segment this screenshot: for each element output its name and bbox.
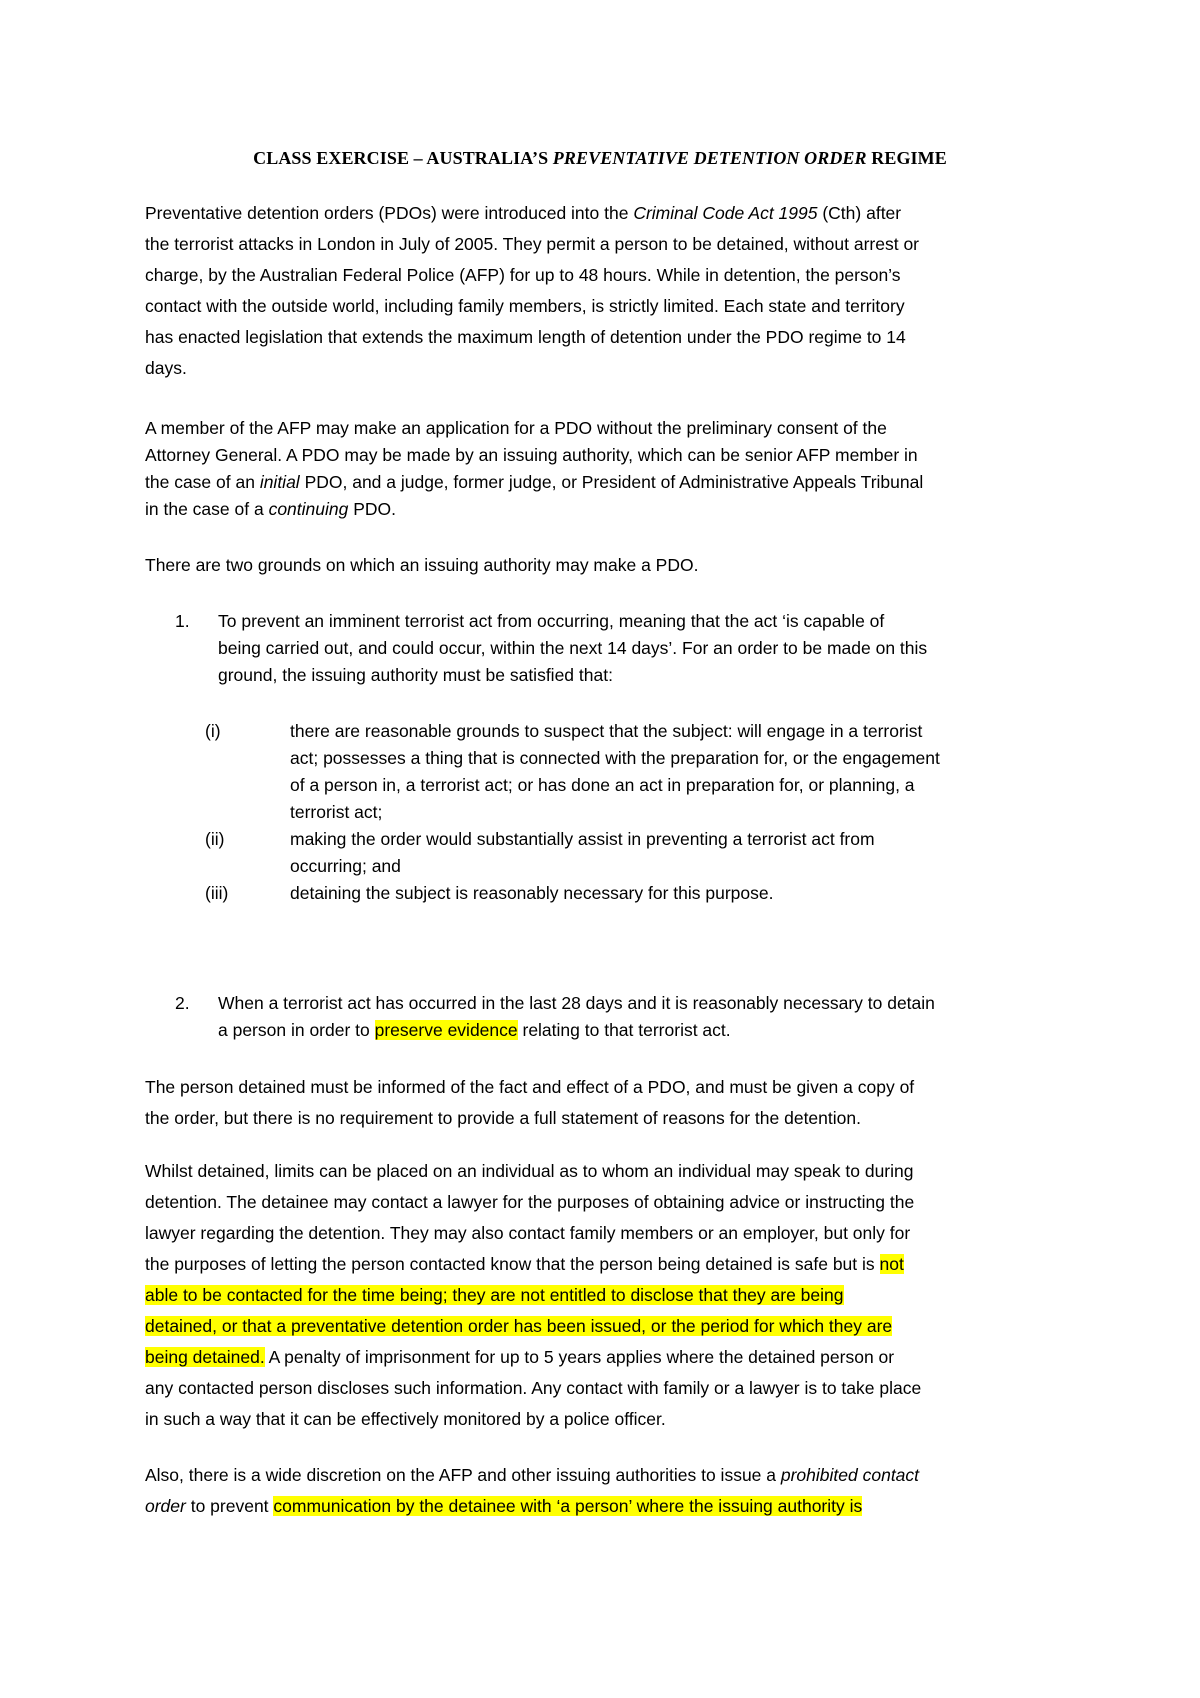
text-run-italic: continuing (268, 499, 349, 519)
highlighted-text: communication by the detainee with ‘a person’ where the issuing authority is (273, 1496, 863, 1516)
title-part-2: PREVENTATIVE DETENTION ORDER (552, 148, 867, 168)
paragraph-line: any contacted person discloses such information. Any contact with family or a lawyer is to take place (145, 1378, 922, 1398)
paragraph-line (145, 1347, 894, 1368)
highlighted-text: not (879, 1254, 904, 1274)
paragraph-line: charge, by the Australian Federal Police (AFP) for up to 48 hours. While in detention, the person’s (145, 265, 901, 285)
paragraph-line: the terrorist attacks in London in July of 2005. They permit a person to be detained, without arrest or (145, 234, 919, 254)
paragraph-line: Attorney General. A PDO may be made by an issuing authority, which can be senior AFP member in (145, 445, 918, 465)
paragraph-line (145, 1285, 844, 1306)
paragraph-line: Whilst detained, limits can be placed on an individual as to whom an individual may speak to during (145, 1161, 914, 1181)
paragraph-line: detention. The detainee may contact a lawyer for the purposes of obtaining advice or instructing the (145, 1192, 915, 1212)
highlighted-text: able to be contacted for the time being; they are not entitled to disclose that they are being (145, 1285, 844, 1305)
paragraph-line: When a terrorist act has occurred in the last 28 days and it is reasonably necessary to detain (218, 993, 935, 1013)
sub-list-label: (ii) (205, 829, 225, 849)
paragraph-line: act; possesses a thing that is connected with the preparation for, or the engagement (290, 748, 940, 768)
paragraph-line (145, 472, 923, 493)
document-title (145, 148, 1055, 169)
paragraph-line (145, 203, 901, 224)
paragraph-line: detaining the subject is reasonably necessary for this purpose. (290, 883, 774, 903)
list-number: 1. (175, 611, 190, 631)
paragraph-line (145, 1496, 862, 1517)
text-run: (Cth) after (817, 203, 902, 223)
paragraph-line (145, 1465, 919, 1486)
paragraph-line: there are reasonable grounds to suspect that the subject: will engage in a terrorist (290, 721, 923, 741)
highlighted-text: preserve evidence (374, 1020, 518, 1040)
text-run: Also, there is a wide discretion on the AFP and other issuing authorities to issue a (145, 1465, 781, 1485)
highlighted-text: being detained. (145, 1347, 265, 1367)
text-run: the purposes of letting the person contacted know that the person being detained is safe but is (145, 1254, 880, 1274)
paragraph-line: A member of the AFP may make an application for a PDO without the preliminary consent of the (145, 418, 887, 438)
paragraph-line: occurring; and (290, 856, 401, 876)
highlighted-text: detained, or that a preventative detention order has been issued, or the period for which they are (145, 1316, 893, 1336)
text-run: a person in order to (218, 1020, 375, 1040)
paragraph-line (218, 1020, 731, 1041)
text-run: the case of an (145, 472, 260, 492)
text-run: relating to that terrorist act. (517, 1020, 731, 1040)
paragraph-line: of a person in, a terrorist act; or has done an act in preparation for, or planning, a (290, 775, 915, 795)
text-run: to prevent (185, 1496, 274, 1516)
text-run: PDO, and a judge, former judge, or President of Administrative Appeals Tribunal (299, 472, 924, 492)
paragraph-line (145, 1316, 892, 1337)
paragraph-line: in such a way that it can be effectively monitored by a police officer. (145, 1409, 666, 1429)
paragraph-line: making the order would substantially assist in preventing a terrorist act from (290, 829, 875, 849)
text-run: in the case of a (145, 499, 269, 519)
paragraph-line: There are two grounds on which an issuing authority may make a PDO. (145, 555, 699, 575)
paragraph-line: lawyer regarding the detention. They may also contact family members or an employer, but only for (145, 1223, 911, 1243)
text-run-italic: Criminal Code Act 1995 (633, 203, 818, 223)
paragraph-line: terrorist act; (290, 802, 383, 822)
paragraph-line (145, 1254, 904, 1275)
text-run: Preventative detention orders (PDOs) were introduced into the (145, 203, 634, 223)
paragraph-line: To prevent an imminent terrorist act from occurring, meaning that the act ‘is capable of (218, 611, 885, 631)
paragraph-line: being carried out, and could occur, within the next 14 days’. For an order to be made on this (218, 638, 928, 658)
sub-list-label: (iii) (205, 883, 229, 903)
title-part-3: REGIME (866, 148, 947, 168)
list-number: 2. (175, 993, 190, 1013)
text-run-italic: prohibited contact (780, 1465, 920, 1485)
paragraph-line: the order, but there is no requirement to provide a full statement of reasons for the detention. (145, 1108, 861, 1128)
paragraph-line: days. (145, 358, 187, 378)
text-run: A penalty of imprisonment for up to 5 years applies where the detained person or (264, 1347, 895, 1367)
text-run-italic: initial (259, 472, 300, 492)
paragraph-line: ground, the issuing authority must be satisfied that: (218, 665, 613, 685)
paragraph-line: contact with the outside world, including family members, is strictly limited. Each state and territory (145, 296, 905, 316)
title-part-1: CLASS EXERCISE – AUSTRALIA’S (253, 148, 553, 168)
paragraph-line: has enacted legislation that extends the maximum length of detention under the PDO regime to 14 (145, 327, 906, 347)
text-run: PDO. (348, 499, 397, 519)
text-run-italic: order (145, 1496, 186, 1516)
sub-list-label: (i) (205, 721, 221, 741)
paragraph-line (145, 499, 396, 520)
paragraph-line: The person detained must be informed of the fact and effect of a PDO, and must be given a copy of (145, 1077, 915, 1097)
